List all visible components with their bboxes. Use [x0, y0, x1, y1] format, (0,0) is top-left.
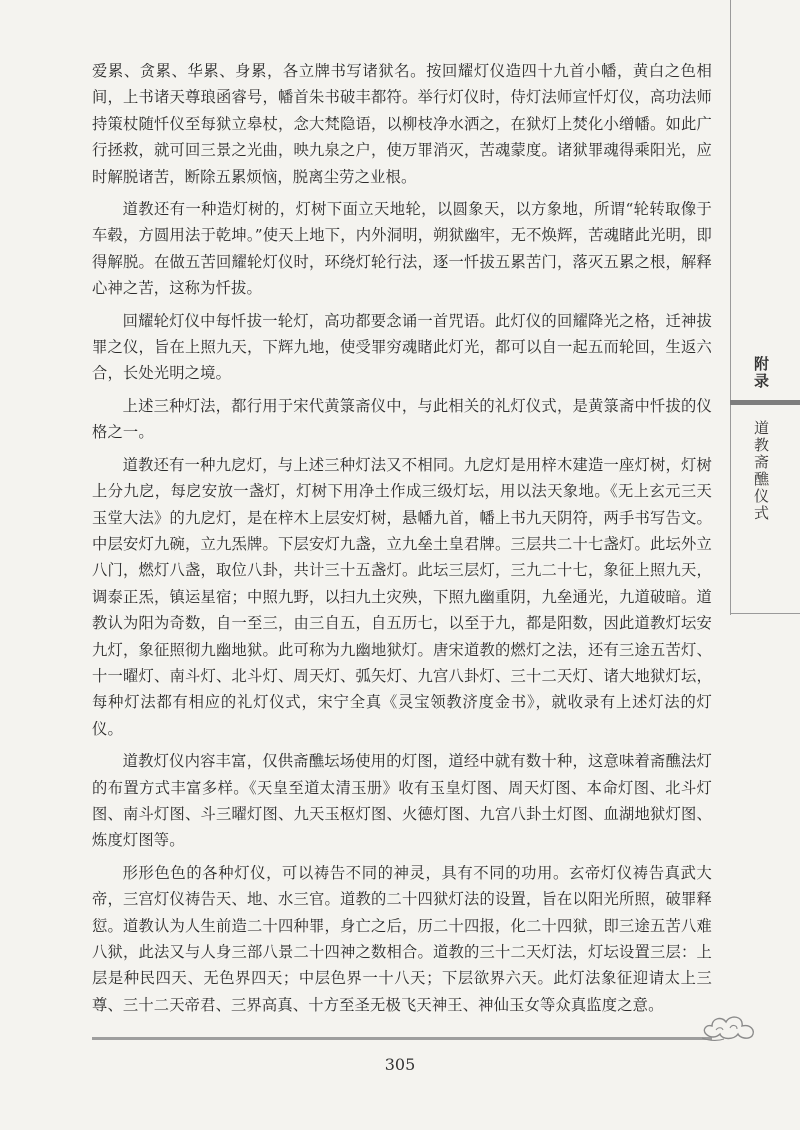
- paragraph-6: 道教灯仪内容丰富，仅供斋醮坛场使用的灯图，道经中就有数十种，这意味着斋醮法灯的布置方式丰富多样。《天皇至道太清玉册》收有玉皇灯图、周天灯图、本命灯图、北斗灯图、南斗灯图、斗三曜灯图、九天玉枢灯图、火德灯图、九宫八卦土灯图、血湖地狱灯图、炼度灯图等。: [92, 752, 712, 850]
- paragraph-4: 上述三种灯法，都行用于宋代黄箓斋仪中，与此相关的礼灯仪式，是黄箓斋中忏拔的仪格之一。: [92, 396, 712, 442]
- paragraph-2: 道教还有一种造灯树的，灯树下面立天地轮，以圆象天，以方象地，所谓“轮转取像于车毂，方圆用法于乾坤。”使天上地下，内外洞明，朔狱幽牢，无不焕辉，苦魂睹此光明，即得解脱。在做五苦回耀轮灯仪时，环绕灯轮行法，逐一忏拔五累苦门，落灭五累之根，解释心神之苦，这称为忏拔。: [92, 200, 712, 298]
- page-body: [92, 58, 712, 1024]
- paragraph-7: 形形色色的各种灯仪，可以祷告不同的神灵，具有不同的功用。玄帝灯仪祷告真武大帝，三宫灯仪祷告天、地、水三官。道教的二十四狱灯法的设置，旨在以阳光所照，破罪释愆。道教认为人生前造二十四种罪，身亡之后，历二十四报，化二十四狱，即三途五苦八难八狱，此法又与人身三部八景二十四神之数相合。道教的三十二天灯法，灯坛设置三层：上层是种民四天、无色界四天；中层色界一十八天；下层欲界六天。此灯法象征迎请太上三尊、三十二天帝君、三界高真、十方至圣无极飞天神王、神仙玉女等众真监度之意。: [92, 863, 712, 1014]
- sidebar-thin-rule: [730, 613, 800, 614]
- page-number: 305: [384, 1055, 416, 1074]
- sidebar-section-label: 附录: [752, 356, 770, 390]
- paragraph-1: 爱累、贪累、华累、身累，各立牌书写诸狱名。按回耀灯仪造四十九首小幡，黄白之色相间，上书诸天尊琅函睿号，幡首朱书破丰都符。举行灯仪时，侍灯法师宣忏灯仪，高功法师持策杖随忏仪至每狱立皋杖，念大梵隐语，以柳枝净水洒之，在狱灯上焚化小缯幡。如此广行拯救，就可回三景之光曲，映九泉之户，使万罪消灭，苦魂蒙度。诸狱罪魂得乘阳光，应时解脱诸苦，断除五累烦恼，脱离尘劳之业根。: [92, 62, 712, 186]
- paragraph-3: 回耀轮灯仪中每忏拔一轮灯，高功都要念诵一首咒语。此灯仪的回耀降光之格，迁神拔罪之仪，旨在上照九天，下辉九地，使受罪穷魂睹此灯光，都可以自一起五而轮回，生返六合，长处光明之境。: [92, 311, 712, 383]
- sidebar-tab: [730, 0, 800, 1130]
- paragraph-5: 道教还有一种九戹灯，与上述三种灯法又不相同。九戹灯是用梓木建造一座灯树，灯树上分九戹，每戹安放一盏灯，灯树下用净土作成三级灯坛，用以法天象地。《无上玄元三天玉堂大法》的九戹灯，是在梓木上层安灯树，悬幡九首，幡上书九天阴符，两手书写告文。中层安灯九碗，立九炁牌。下层安灯九盏，立九垒土皇君牌。三层共二十七盏灯。此坛外立八门，燃灯八盏，取位八卦，共计三十五盏灯。此坛三层灯，三九二十七，象征上照九天，调泰正炁，镇运星宿；中照九野，以扫九土灾殃，下照九幽重阴，九垒通光，九道破暗。道教认为阳为奇数，自一至三，由三自五，自五历七，以至于九，都是阳数，因此道教灯坛安九灯，象征照彻九幽地狱。此可称为九幽地狱灯。唐宋道教的燃灯之法，还有三途五苦灯、十一曜灯、南斗灯、北斗灯、周天灯、弧矢灯、九宫八卦灯、三十二天灯、诸大地狱灯坛，每种灯法都有相应的礼灯仪式，宋宁全真《灵宝领教济度金书》，就收录有上述灯法的灯仪。: [92, 455, 712, 738]
- sidebar-thick-rule: [730, 400, 800, 405]
- sidebar-divider-line: [730, 0, 731, 615]
- sidebar-chapter-label: 道教斋醮仪式: [752, 420, 770, 522]
- footer-rule: [92, 1037, 712, 1040]
- auspicious-cloud-icon: [700, 1008, 760, 1044]
